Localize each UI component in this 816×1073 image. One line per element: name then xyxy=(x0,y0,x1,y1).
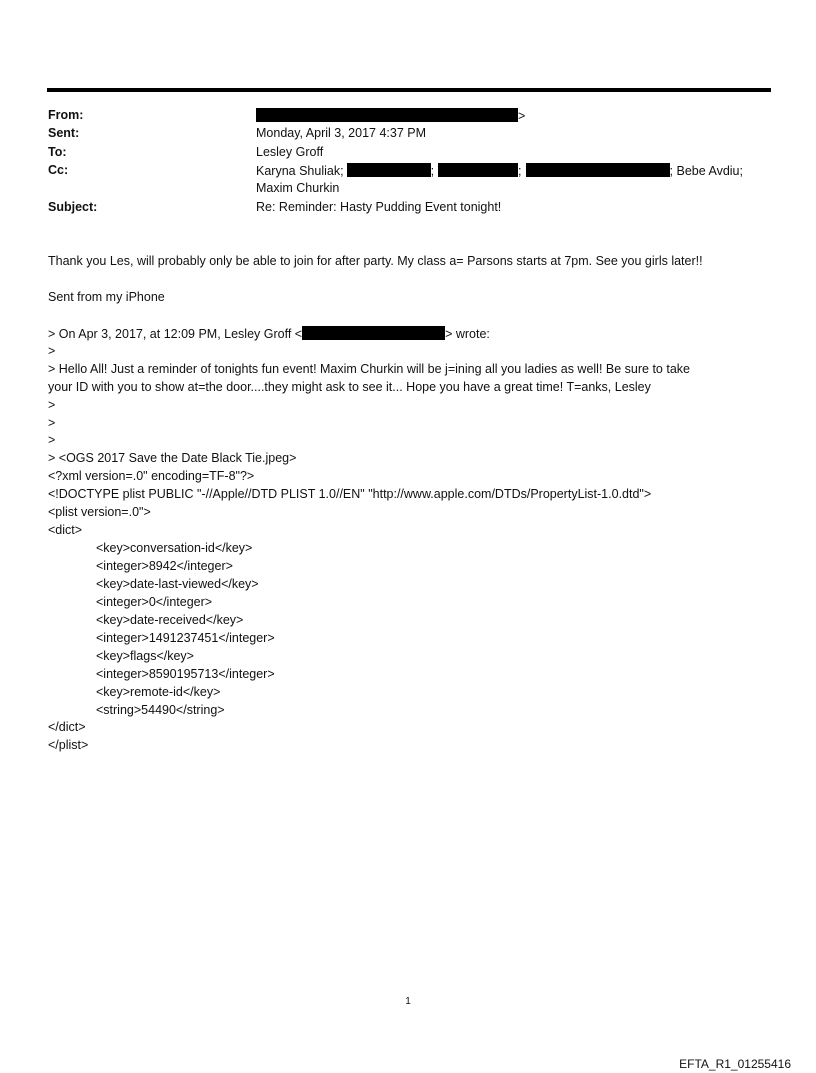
body-line: Thank you Les, will probably only be able to join for after party. My class a= Parsons starts at 7pm. See you girls later!! xyxy=(48,254,703,268)
xml-line: <string>54490</string> xyxy=(96,703,225,717)
redaction-box xyxy=(256,108,518,122)
xml-line: <!DOCTYPE plist PUBLIC "-//Apple//DTD PLIST 1.0//EN" "http://www.apple.com/DTDs/PropertyList-1.0.dtd"> xyxy=(48,487,652,501)
cc-first: Karyna Shuliak; xyxy=(256,164,344,178)
xml-line: <key>remote-id</key> xyxy=(96,685,221,699)
xml-line: <integer>0</integer> xyxy=(96,595,213,609)
xml-line: <key>flags</key> xyxy=(96,649,194,663)
redaction-box xyxy=(438,163,518,177)
xml-line: <plist version=.0"> xyxy=(48,505,151,519)
xml-line: </plist> xyxy=(48,738,89,752)
xml-line: <integer>8942</integer> xyxy=(96,559,233,573)
quote-line: > Hello All! Just a reminder of tonights fun event! Maxim Churkin will be j=ining all you ladies as well! Be sure to take xyxy=(48,362,690,376)
sent-value: Monday, April 3, 2017 4:37 PM xyxy=(256,126,427,140)
redaction-box xyxy=(347,163,431,177)
header-rule xyxy=(47,88,771,92)
from-suffix: > xyxy=(518,109,526,123)
cc-sep: ; xyxy=(518,164,522,178)
to-label: To: xyxy=(48,145,67,159)
cc-tail: ; Bebe Avdiu; xyxy=(669,164,743,178)
cc-sep: ; xyxy=(430,164,435,178)
xml-line: </dict> xyxy=(48,720,86,734)
quote-line: > xyxy=(48,344,56,358)
cc-line2: Maxim Churkin xyxy=(256,181,340,195)
xml-line: <?xml version=.0" encoding=TF-8"?> xyxy=(48,469,255,483)
xml-line: <dict> xyxy=(48,523,83,537)
quote-intro xyxy=(48,326,490,341)
body-line: Sent from my iPhone xyxy=(48,290,165,304)
quote-line: > xyxy=(48,416,56,430)
document-id: EFTA_R1_01255416 xyxy=(679,1057,791,1071)
redaction-box xyxy=(302,326,445,340)
quote-line: > xyxy=(48,398,56,412)
subject-label: Subject: xyxy=(48,200,98,214)
xml-line: <key>date-last-viewed</key> xyxy=(96,577,259,591)
quote-line: > <OGS 2017 Save the Date Black Tie.jpeg> xyxy=(48,451,297,465)
xml-line: <integer>8590195713</integer> xyxy=(96,667,275,681)
from-label: From: xyxy=(48,108,84,122)
subject-value: Re: Reminder: Hasty Pudding Event tonight! xyxy=(256,200,502,214)
quote-line: your ID with you to show at=the door....they might ask to see it... Hope you have a great time! T=anks, Lesley xyxy=(48,380,651,394)
quote-line: > xyxy=(48,433,56,447)
quote-intro-pre: > On Apr 3, 2017, at 12:09 PM, Lesley Groff < xyxy=(48,327,303,341)
to-value: Lesley Groff xyxy=(256,145,324,159)
cc-value xyxy=(256,163,743,178)
xml-line: <key>date-received</key> xyxy=(96,613,244,627)
from-value xyxy=(256,108,525,123)
quote-intro-post: > wrote: xyxy=(445,327,490,341)
xml-line: <key>conversation-id</key> xyxy=(96,541,253,555)
page-number: 1 xyxy=(405,996,411,1007)
cc-label: Cc: xyxy=(48,163,69,177)
xml-line: <integer>1491237451</integer> xyxy=(96,631,275,645)
redaction-box xyxy=(526,163,670,177)
sent-label: Sent: xyxy=(48,126,80,140)
